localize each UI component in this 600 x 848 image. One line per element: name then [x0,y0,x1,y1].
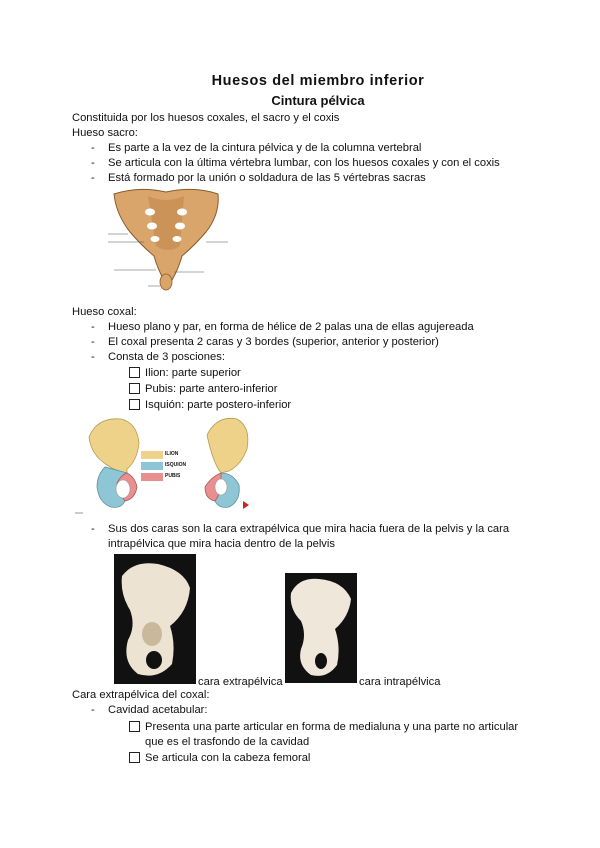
intrapelvic-photo [285,573,357,683]
extra-item-2: Se articula con la cabeza femoral [145,752,311,764]
intro-text: Constituida por los huesos coxales, el sacro y el coxis [72,112,340,124]
faces-line-2: intrapélvica que mira hacia dentro de la pelvis [108,538,335,550]
coxal-bullet-2: El coxal presenta 2 caras y 3 bordes (superior, anterior y posterior) [108,336,439,348]
faces-line-1: Sus dos caras son la cara extrapélvica que mira hacia fuera de la pelvis y la cara [108,523,510,535]
bullet-dash: - [91,351,95,363]
bullet-dash: - [91,523,95,535]
extra-bullet: Cavidad acetabular: [108,704,208,716]
coxal-bullet-3: Consta de 3 posciones: [108,351,225,363]
extra-item-1-line-2: que es el trasfondo de la cavidad [145,736,310,748]
sacro-bullet-1: Es parte a la vez de la cintura pélvica y de la columna vertebral [108,142,422,154]
checkbox-icon [129,399,140,410]
coxal-bullet-1: Hueso plano y par, en forma de hélice de 2 palas una de ellas agujereada [108,321,474,333]
legend-pubis: PUBIS [165,473,181,479]
sacro-bullet-3: Está formado por la unión o soldadura de las 5 vértebras sacras [108,172,426,184]
bullet-dash: - [91,157,95,169]
extra-heading: Cara extrapélvica del coxal: [72,689,210,701]
bullet-dash: - [91,704,95,716]
checkbox-icon [129,367,140,378]
page-title: Huesos del miembro inferior [211,73,425,89]
portion-ilion: Ilion: parte superior [145,367,241,379]
sacro-bullet-2: Se articula con la última vértebra lumbar, con los huesos coxales y con el coxis [108,157,500,169]
bullet-dash: - [91,321,95,333]
bullet-dash: - [91,172,95,184]
checkbox-icon [129,383,140,394]
portion-isquion: Isquión: parte postero-inferior [145,399,292,411]
sacro-heading: Hueso sacro: [72,127,138,139]
page-subtitle: Cintura pélvica [271,93,365,108]
caption-intrapelvica: cara intrapélvica [359,676,441,688]
coxal-heading: Hueso coxal: [72,306,137,318]
legend-ilion: ILION [165,451,179,457]
extra-item-1-line-1: Presenta una parte articular en forma de medialuna y una parte no articular [145,721,519,733]
legend-isquion: ISQUION [165,462,187,468]
portion-pubis: Pubis: parte antero-inferior [145,383,278,395]
extrapelvic-photo [114,554,196,684]
sacrum-image [108,184,228,298]
checkbox-icon [129,721,140,732]
caption-extrapelvica: cara extrapélvica [198,676,283,688]
bullet-dash: - [91,142,95,154]
bullet-dash: - [91,336,95,348]
checkbox-icon [129,752,140,763]
